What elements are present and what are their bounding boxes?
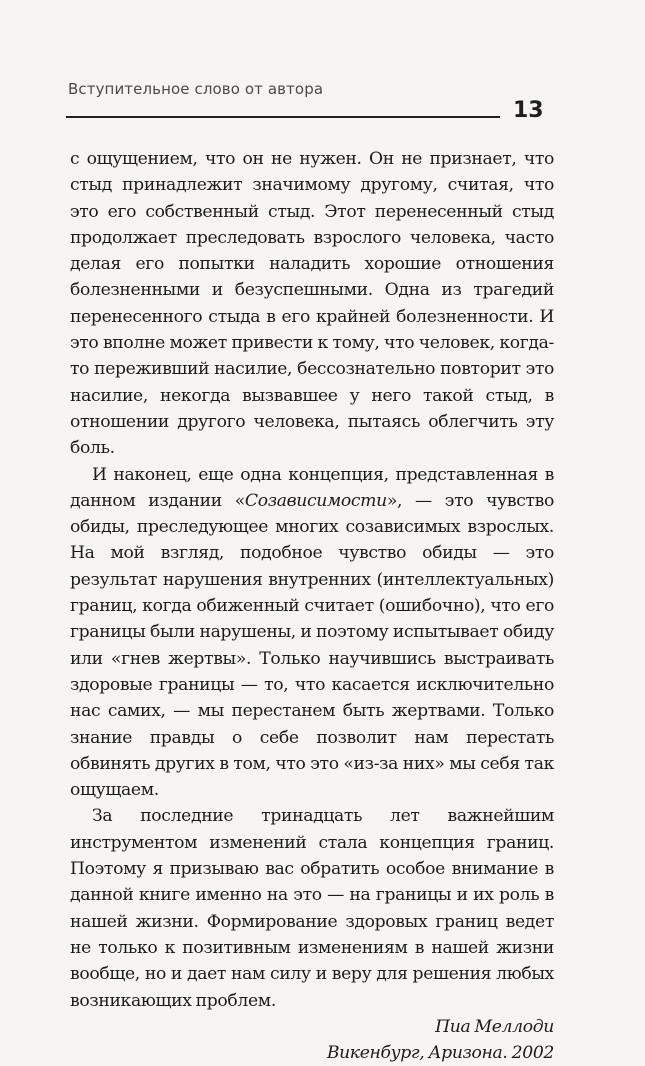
paragraph-2-text-after: », — это чувство обиды, преследующее многих созависимых взрослых. На мой взгляд, подобное чувство обиды — это результат нарушения внутренних (интеллектуальных) границ, когда обиженный считает (ошибочно), что его границы были нарушены, и поэтому испытывает обиду или «гнев жертвы». Только научившись выстраивать здоровые границы — то, что касается исключительно нас самих, — мы перестанем быть жертвами. Только знание правды о себе позволит нам перестать обвинять других в том, что это «из-за них» мы себя так ощущаем.: [70, 490, 554, 801]
paragraph-2-text-before: И наконец, еще одна концепция, представленная в данном издании «: [70, 464, 554, 511]
paragraph-1: с ощущением, что он не нужен. Он не признает, что стыд принадлежит значимому другому, считая, что это его собственный стыд. Этот перенесенный стыд продолжает преследовать взрослого человека, часто делая его попытки наладить хорошие отношения болезненными и безуспешными. Одна из трагедий перенесенного стыда в его крайней болезненности. И это вполне может привести к тому, что человек, когда-то переживший насилие, бессознательно повторит это насилие, некогда вызвавшее у него такой стыд, в отношении другого человека, пытаясь облегчить эту боль.: [70, 149, 554, 459]
body-text: [70, 146, 554, 1066]
paragraph-3: За последние тринадцать лет важнейшим инструментом изменений стала концепция границ. Поэтому я призываю вас обратить особое внимание в данной книге именно на это — на границы и их роль в нашей жизни. Формирование здоровых границ ведет не только к позитивным изменениям в нашей жизни вообще, но и дает нам силу и веру для решения любых возникающих проблем.: [70, 806, 554, 1011]
header-rule: [66, 116, 500, 118]
signature-author: Пиа Меллоди: [435, 1016, 554, 1037]
paragraph-2: [70, 462, 554, 804]
book-title-emphasis: Созависимости: [244, 490, 387, 511]
page-number: 13: [513, 98, 544, 123]
running-head-title: Вступительное слово от автора: [68, 80, 324, 98]
signature-place-date: Викенбург, Аризона. 2002: [326, 1043, 554, 1064]
